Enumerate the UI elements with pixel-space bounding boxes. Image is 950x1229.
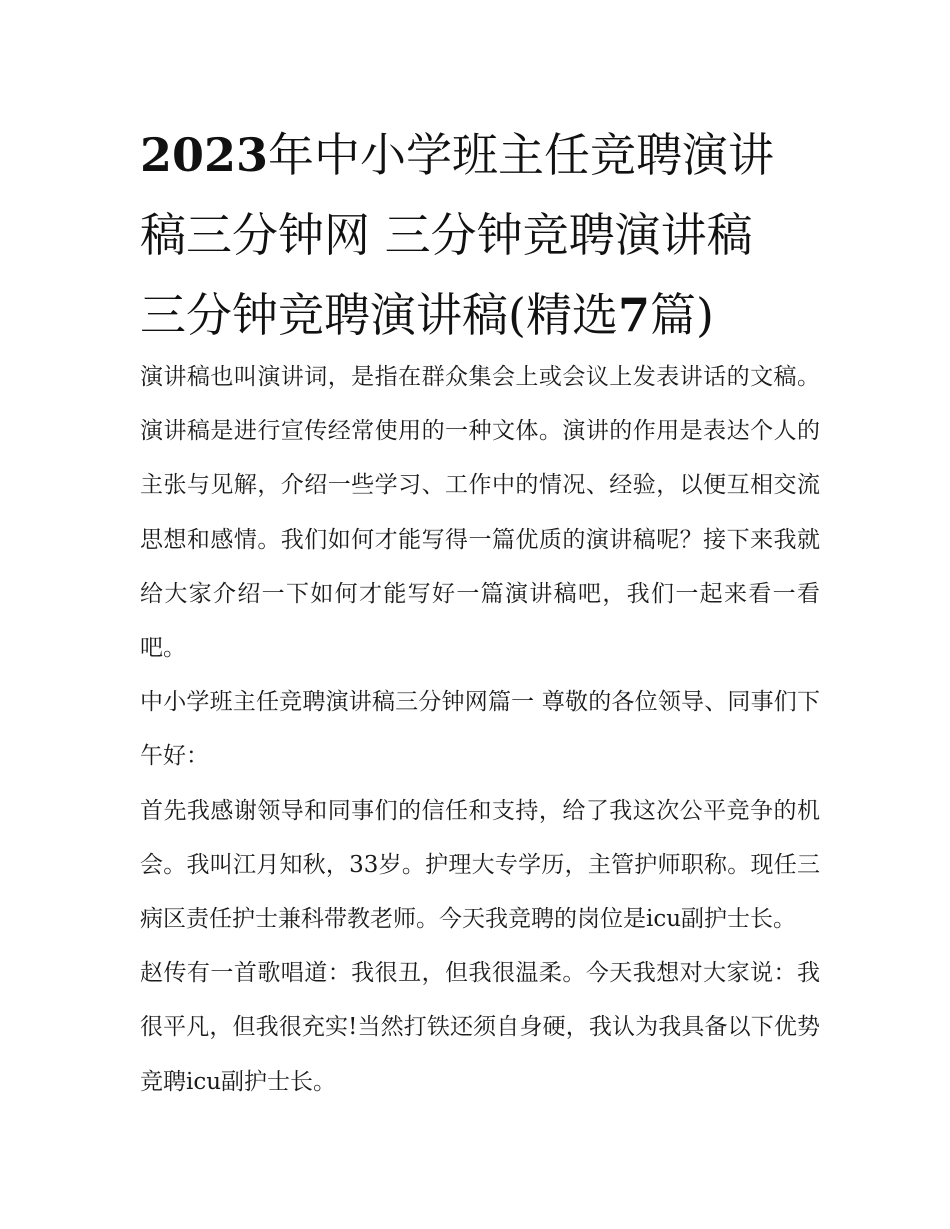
title-year: 2023 <box>140 128 269 182</box>
title-line-1 <box>140 115 820 195</box>
title-line-2: 稿三分钟网 三分钟竞聘演讲稿 <box>140 208 753 262</box>
title-number: 7 <box>617 288 650 342</box>
title-line-1-text: 年中小学班主任竞聘演讲 <box>268 128 775 182</box>
paragraph-greeting: 中小学班主任竞聘演讲稿三分钟网篇一 尊敬的各位领导、同事们下午好： <box>140 689 820 770</box>
title-line-3-end: 篇) <box>649 288 714 342</box>
document-title <box>140 115 820 355</box>
paragraph-strengths: 赵传有一首歌唱道：我很丑，但我很温柔。今天我想对大家说：我很平凡，但我很充实!当然打铁还须自身硬，我认为我具备以下优势竞聘icu副护士长。 <box>140 960 820 1095</box>
title-line-3-text: 三分钟竞聘演讲稿(精选 <box>140 288 618 342</box>
paragraph-self-introduction: 首先我感谢领导和同事们的信任和支持，给了我这次公平竞争的机会。我叫江月知秋，33岁。护理大专学历，主管护师职称。现任三病区责任护士兼科带教老师。今天我竞聘的岗位是icu副护士长。 <box>140 797 820 933</box>
document-body <box>140 350 820 1109</box>
title-line-3 <box>140 275 820 355</box>
paragraph-intro: 演讲稿也叫演讲词，是指在群众集会上或会议上发表讲话的文稿。演讲稿是进行宣传经常使用的一种文体。演讲的作用是表达个人的主张与见解，介绍一些学习、工作中的情况、经验，以便互相交流思想和感情。我们如何才能写得一篇优质的演讲稿呢？接下来我就给大家介绍一下如何才能写好一篇演讲稿吧，我们一起来看一看吧。 <box>140 364 820 662</box>
